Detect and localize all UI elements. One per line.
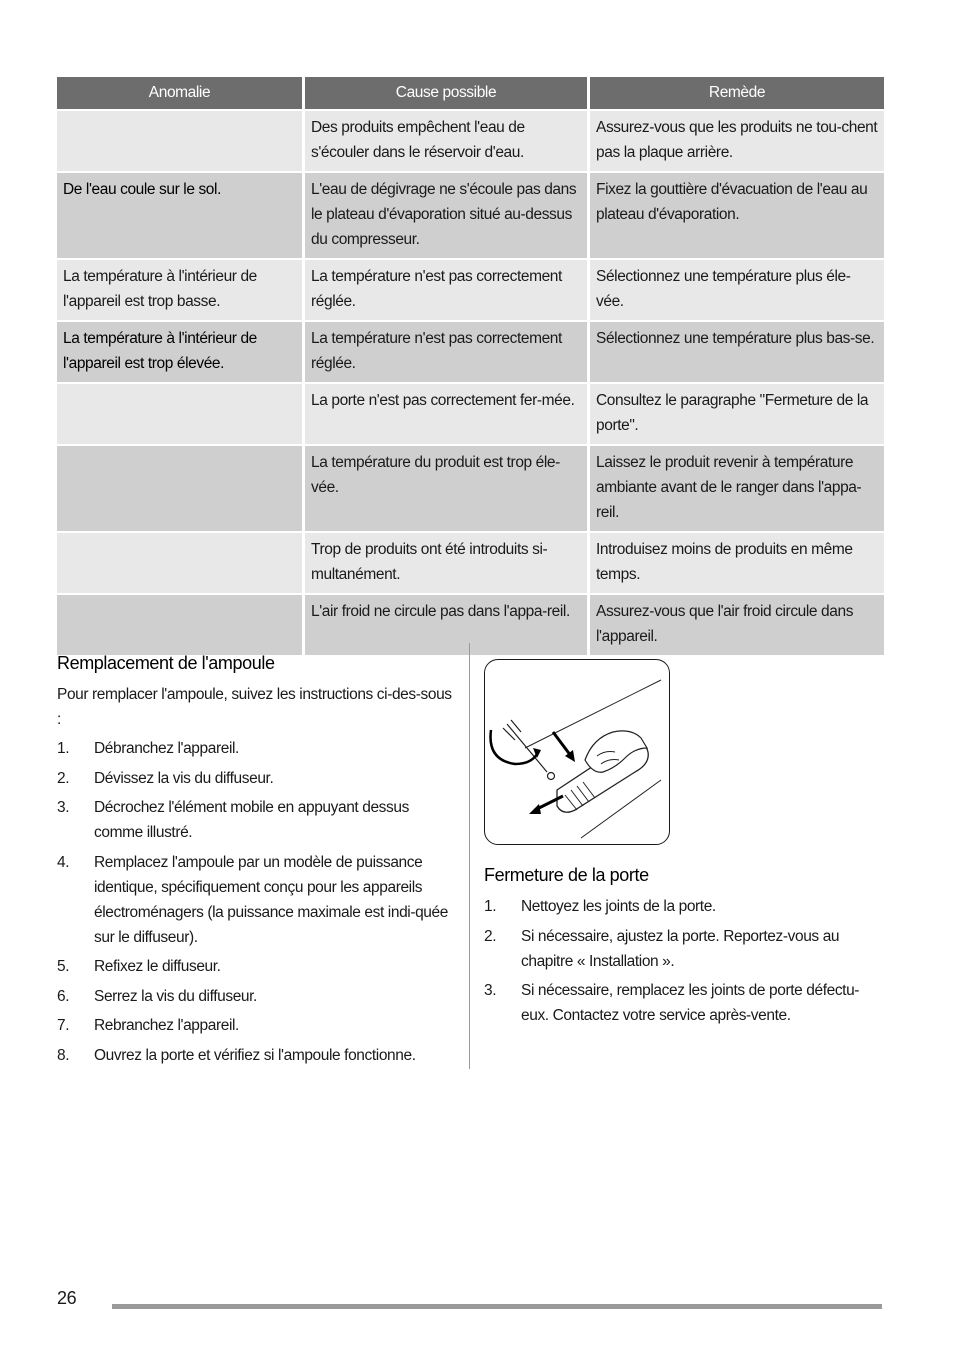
cell-remede: Introduisez moins de produits en même temps. [587,531,884,593]
cell-cause: La porte n'est pas correctement fer-mée. [302,382,587,444]
cell-cause: Trop de produits ont été introduits si-multanément. [302,531,587,593]
step-text: Débranchez l'appareil. [94,740,239,757]
step-text: Remplacez l'ampoule par un modèle de puissance identique, spécifiquement conçu pour les appareils électroménagers (la puissance maximale est indi-quée sur le diffuseur). [94,853,448,946]
step-text: Serrez la vis du diffuseur. [94,987,257,1005]
rotate-arrow [491,730,538,764]
step-text: Ouvrez la porte et vérifiez si l'ampoule fonctionne. [94,1046,416,1064]
step-text: Nettoyez les joints de la porte. [521,898,716,915]
step-number: 2. [57,769,70,787]
cell-remede: Fixez la gouttière d'évacuation de l'eau au plateau d'évaporation. [587,171,884,258]
step-text: Rebranchez l'appareil. [94,1017,239,1034]
cell-remede: Sélectionnez une température plus bas-se. [587,320,884,382]
list-item [57,766,452,791]
step-text: Décrochez l'élément mobile en appuyant dessus comme illustré. [94,799,409,841]
table-row [57,258,884,320]
step-number: 8. [57,1046,70,1064]
porte-steps [484,894,882,1028]
cell-cause: L'air froid ne circule pas dans l'appa-reil. [302,593,587,655]
table-row [57,109,884,171]
table-row [57,531,884,593]
table-row [57,593,884,655]
step-number: 1. [57,740,70,757]
ampoule-intro: Pour remplacer l'ampoule, suivez les instructions ci-des-sous : [57,686,452,728]
ampoule-section [57,650,452,1072]
table-row [57,320,884,382]
table-row [57,171,884,258]
step-number: 2. [484,927,497,945]
header-remede: Remède [587,77,884,109]
footer-rule [112,1304,882,1309]
remove-arrow-head [529,804,541,814]
header-anomalie: Anomalie [57,77,302,109]
cell-remede: Assurez-vous que l'air froid circule dans l'appareil. [587,593,884,655]
step-number: 6. [57,987,70,1005]
cell-cause: La température n'est pas correctement réglée. [302,320,587,382]
porte-section [484,862,882,1033]
table-row [57,444,884,531]
list-item [57,795,452,845]
step-number: 3. [484,982,497,999]
step-number: 7. [57,1017,70,1034]
ampoule-steps [57,736,452,1068]
step-text: Refixez le diffuseur. [94,958,221,975]
list-item [484,924,882,974]
cell-remede: Assurez-vous que les produits ne tou-chent pas la plaque arrière. [587,109,884,171]
cell-anomalie [57,109,302,171]
header-cause: Cause possible [302,77,587,109]
cell-anomalie [57,444,302,531]
screw-icon [548,773,555,780]
cell-anomalie [57,382,302,444]
table-header-row [57,77,884,109]
list-item [57,850,452,950]
step-number: 4. [57,853,70,871]
column-divider [469,643,470,1069]
step-number: 5. [57,958,70,975]
troubleshooting-table [57,77,884,655]
list-item [484,894,882,919]
porte-title: Fermeture de la porte [484,865,649,885]
table-row [57,382,884,444]
step-text: Si nécessaire, remplacez les joints de porte défectu-eux. Contactez votre service après-vente. [521,982,860,1024]
cell-cause: L'eau de dégivrage ne s'écoule pas dans le plateau d'évaporation situé au-dessus du compresseur. [302,171,587,258]
list-item [484,978,882,1028]
cell-anomalie [57,593,302,655]
page-number: 26 [57,1288,77,1308]
ampoule-title: Remplacement de l'ampoule [57,653,275,673]
step-text: Si nécessaire, ajustez la porte. Reportez-vous au chapitre « Installation ». [521,927,840,970]
cell-anomalie: La température à l'intérieur de l'appareil est trop basse. [57,258,302,320]
cell-remede: Laissez le produit revenir à température ambiante avant de le ranger dans l'appa-reil. [587,444,884,531]
list-item [57,1043,452,1068]
step-number: 1. [484,898,497,915]
cell-anomalie [57,531,302,593]
step-number: 3. [57,799,70,816]
cell-cause: La température du produit est trop éle-vée. [302,444,587,531]
list-item [57,954,452,979]
list-item [57,736,452,761]
cell-remede: Consultez le paragraphe "Fermeture de la porte". [587,382,884,444]
list-item [57,984,452,1009]
lamp-replacement-illustration [484,659,670,845]
cell-cause: Des produits empêchent l'eau de s'écouler dans le réservoir d'eau. [302,109,587,171]
cell-anomalie: De l'eau coule sur le sol. [57,171,302,258]
cell-cause: La température n'est pas correctement réglée. [302,258,587,320]
lamp-diagram-svg [485,660,670,845]
step-text: Dévissez la vis du diffuseur. [94,769,274,787]
press-arrow [553,732,571,756]
list-item [57,1013,452,1038]
cell-anomalie: La température à l'intérieur de l'appareil est trop élevée. [57,320,302,382]
cell-remede: Sélectionnez une température plus éle-vée. [587,258,884,320]
